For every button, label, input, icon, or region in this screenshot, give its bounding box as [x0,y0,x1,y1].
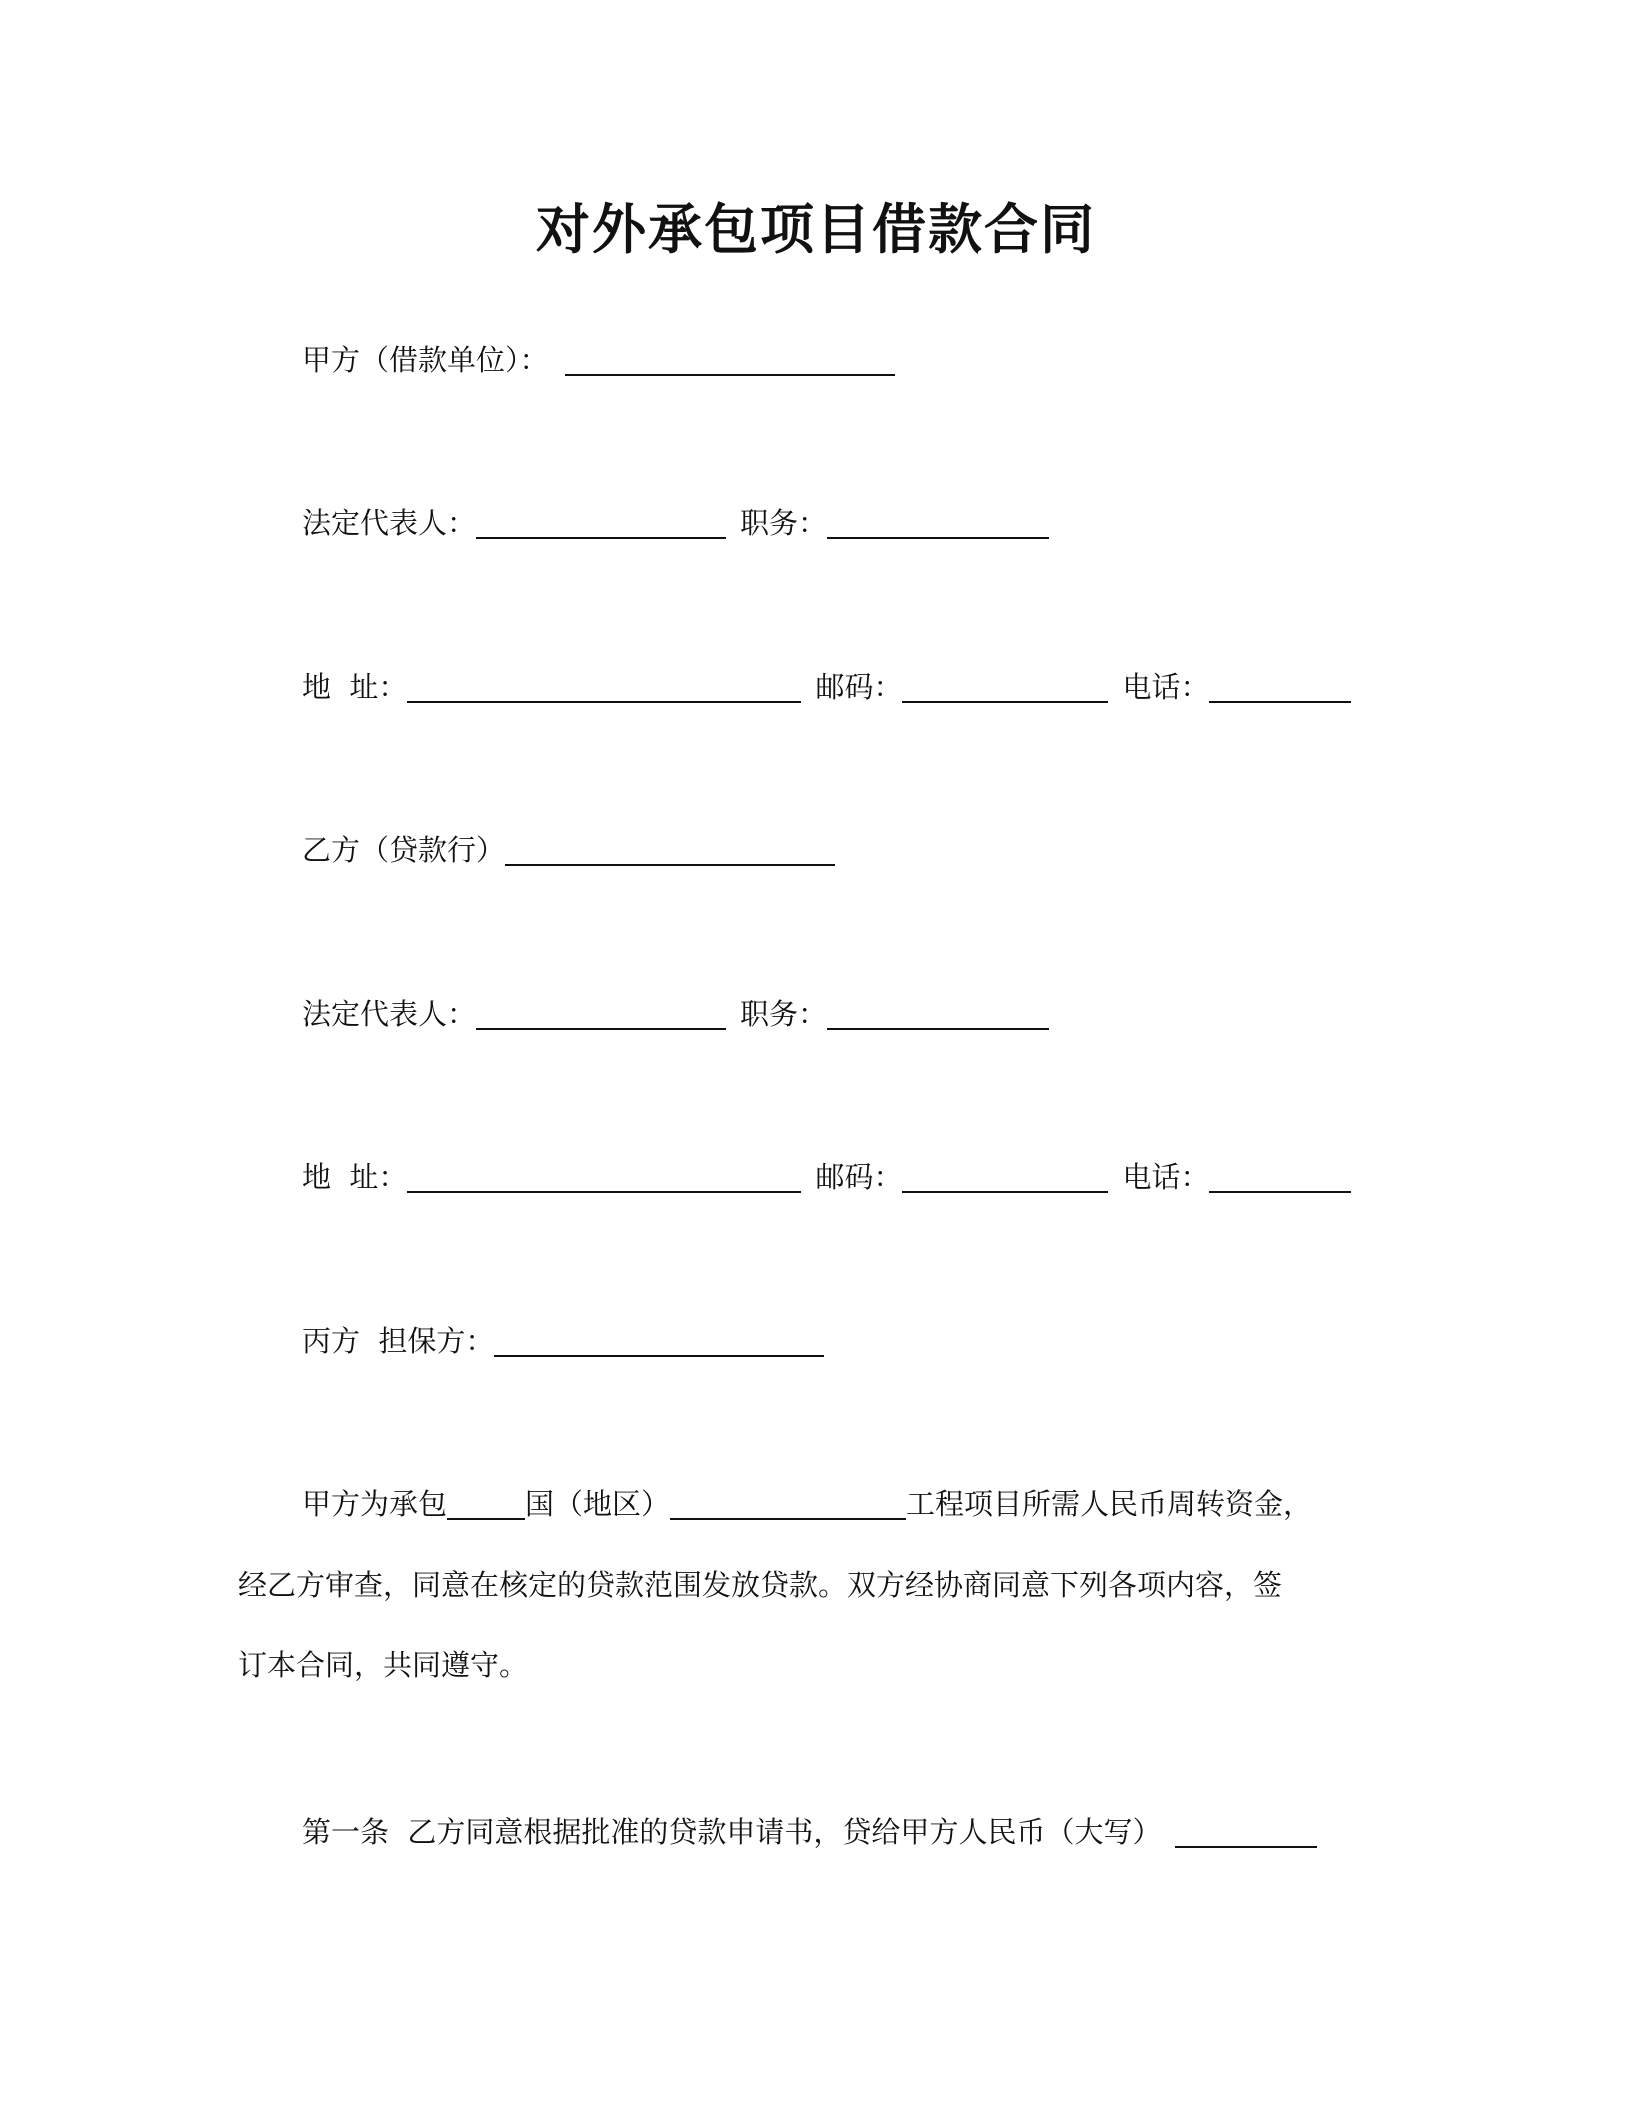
party-a-position-label: 职务： [740,506,828,540]
party-b-rep-line [302,994,1049,1034]
party-b-rep-field[interactable] [476,998,726,1030]
party-b-phone-field[interactable] [1209,1161,1351,1193]
party-b-address-field[interactable] [407,1161,801,1193]
document-title: 对外承包项目借款合同 [536,198,1096,261]
party-a-rep-field[interactable] [476,507,726,539]
preamble-part-2: 国（地区） [525,1487,671,1521]
preamble-part-1: 甲方为承包 [302,1487,448,1521]
party-c-line [302,1321,824,1361]
party-a-address-label: 地 址： [302,670,408,704]
party-b-postcode-label: 邮码： [815,1160,903,1194]
preamble-line-1 [302,1484,1312,1524]
country-field[interactable] [447,1488,525,1520]
project-name-field[interactable] [670,1488,906,1520]
party-a-phone-label: 电话： [1122,670,1210,704]
party-b-address-line [302,1157,1351,1197]
party-b-phone-label: 电话： [1122,1160,1210,1194]
party-c-label: 丙方 担保方： [302,1324,495,1358]
preamble-line-2 [238,1565,1282,1605]
party-b-position-field[interactable] [827,998,1049,1030]
preamble-line-3 [238,1645,528,1685]
party-c-name-field[interactable] [494,1325,824,1357]
party-b-rep-label: 法定代表人： [302,997,477,1031]
party-b-line [302,830,835,870]
party-a-label: 甲方（借款单位）： [302,343,549,377]
preamble-part-3: 工程项目所需人民币周转资金， [906,1487,1313,1521]
party-a-position-field[interactable] [827,507,1049,539]
party-b-postcode-field[interactable] [902,1161,1108,1193]
party-a-name-field[interactable] [565,344,895,376]
party-a-postcode-field[interactable] [902,671,1108,703]
party-b-position-label: 职务： [740,997,828,1031]
article-1-line [302,1812,1317,1852]
preamble-line-3-text: 订本合同，共同遵守。 [238,1648,529,1682]
party-a-phone-field[interactable] [1209,671,1351,703]
party-b-label: 乙方（贷款行） [302,833,506,867]
party-a-rep-line [302,503,1049,543]
party-a-rep-label: 法定代表人： [302,506,477,540]
party-b-address-label: 地 址： [302,1160,408,1194]
loan-amount-field[interactable] [1175,1816,1317,1848]
preamble-line-2-text: 经乙方审查，同意在核定的贷款范围发放贷款。双方经协商同意下列各项内容，签 [238,1568,1283,1602]
party-a-postcode-label: 邮码： [815,670,903,704]
party-a-line [302,340,895,380]
article-1-text: 第一条 乙方同意根据批准的贷款申请书，贷给甲方人民币（大写） [302,1815,1162,1849]
party-b-name-field[interactable] [505,834,835,866]
party-a-address-line [302,667,1351,707]
party-a-address-field[interactable] [407,671,801,703]
